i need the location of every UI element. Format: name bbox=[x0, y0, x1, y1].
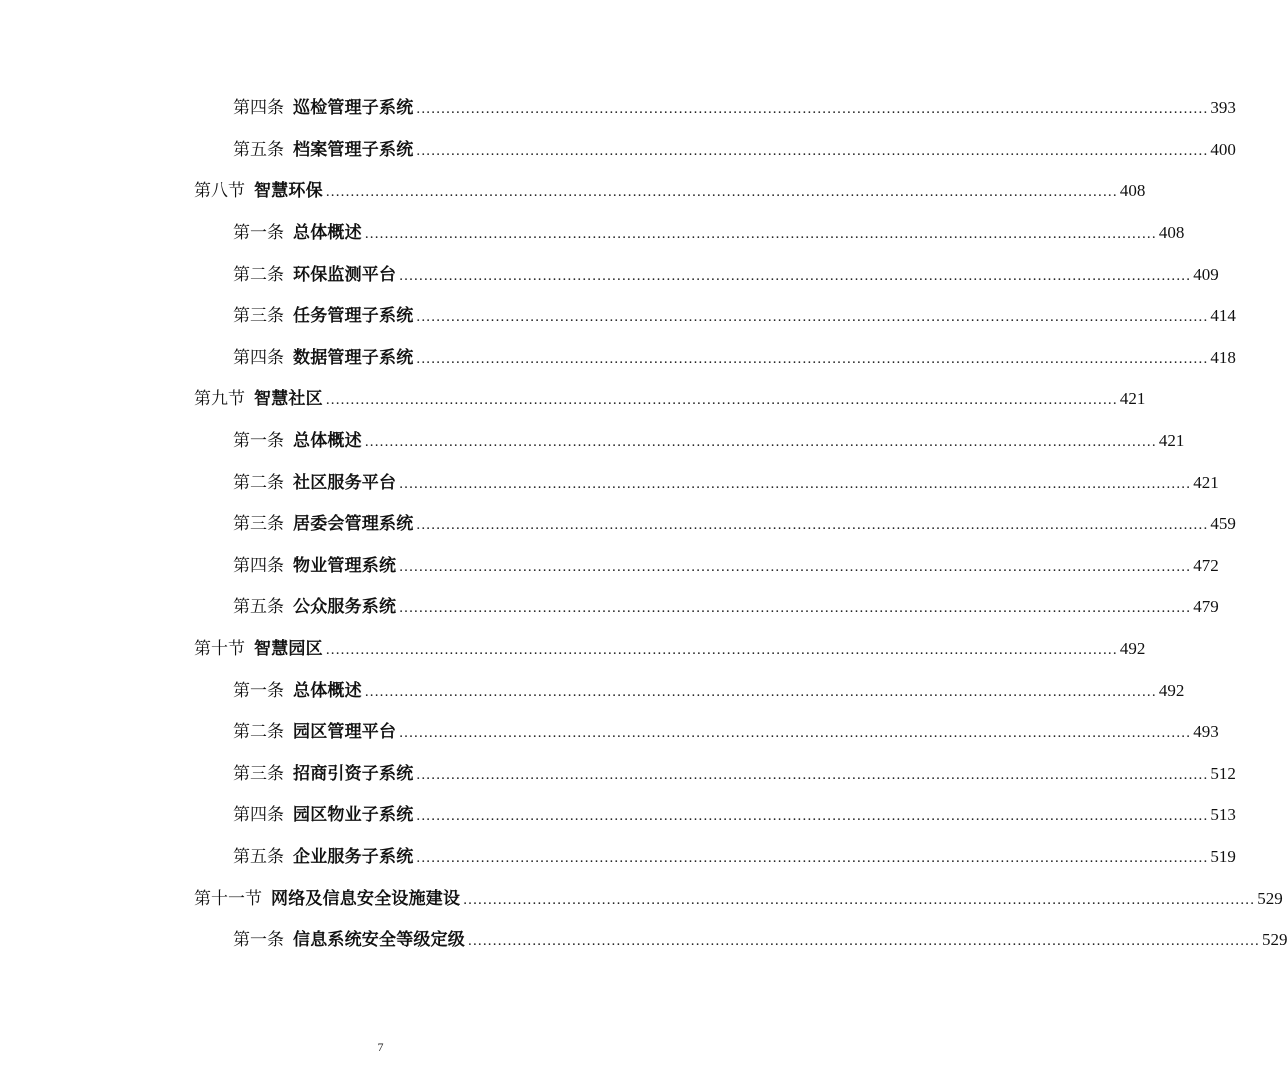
toc-entry-line bbox=[194, 888, 1283, 910]
table-of-contents bbox=[0, 88, 1288, 961]
toc-page-number: 418 bbox=[1210, 347, 1236, 367]
toc-article-row[interactable] bbox=[0, 712, 1219, 754]
toc-entry-number: 第一条 bbox=[233, 431, 284, 452]
toc-entry-title: 物业管理系统 bbox=[293, 555, 397, 576]
toc-entry-line bbox=[233, 223, 1185, 244]
toc-entry-line bbox=[233, 680, 1185, 702]
toc-page-number: 512 bbox=[1210, 763, 1236, 783]
toc-page-number: 400 bbox=[1210, 139, 1236, 159]
toc-dot-leader: ................................................................................................................................................................ bbox=[364, 226, 1157, 243]
toc-page-number: 492 bbox=[1119, 639, 1146, 659]
toc-entry-number: 第五条 bbox=[233, 597, 284, 618]
toc-article-row[interactable] bbox=[0, 837, 1236, 879]
toc-entry-line bbox=[233, 472, 1219, 494]
toc-page-number: 529 bbox=[1262, 930, 1288, 950]
toc-entry-number: 第三条 bbox=[233, 514, 284, 535]
toc-entry-line bbox=[194, 639, 1146, 660]
toc-entry-number: 第三条 bbox=[233, 763, 284, 784]
toc-entry-number: 第十一节 bbox=[194, 888, 262, 909]
toc-page-number: 421 bbox=[1193, 472, 1219, 492]
toc-dot-leader: ................................................................................................................................................................ bbox=[325, 184, 1118, 201]
toc-article-row[interactable] bbox=[0, 795, 1236, 837]
toc-article-row[interactable] bbox=[0, 88, 1236, 130]
toc-entry-number: 第十节 bbox=[194, 639, 245, 660]
toc-entry-number: 第一条 bbox=[233, 680, 284, 701]
toc-section-row[interactable] bbox=[0, 379, 1146, 421]
toc-dot-leader: ................................................................................................................................................................ bbox=[468, 933, 1260, 950]
toc-entry-number: 第五条 bbox=[233, 846, 284, 867]
toc-article-row[interactable] bbox=[0, 421, 1185, 463]
toc-dot-leader: ................................................................................................................................................................ bbox=[325, 642, 1118, 659]
toc-entry-line bbox=[194, 181, 1146, 202]
toc-entry-title: 社区服务平台 bbox=[293, 472, 397, 493]
toc-article-row[interactable] bbox=[0, 670, 1185, 712]
toc-entry-line bbox=[233, 98, 1236, 119]
toc-entry-line bbox=[233, 930, 1288, 951]
toc-dot-leader: ................................................................................................................................................................ bbox=[416, 808, 1209, 825]
toc-dot-leader: ................................................................................................................................................................ bbox=[416, 766, 1209, 783]
toc-entry-number: 第三条 bbox=[233, 306, 284, 327]
toc-entry-title: 居委会管理系统 bbox=[293, 514, 414, 535]
toc-page-number: 421 bbox=[1119, 389, 1146, 409]
toc-article-row[interactable] bbox=[0, 754, 1236, 796]
toc-entry-title: 总体概述 bbox=[293, 680, 362, 701]
toc-entry-title: 园区物业子系统 bbox=[293, 805, 414, 826]
toc-article-row[interactable] bbox=[0, 296, 1236, 338]
toc-entry-title: 档案管理子系统 bbox=[293, 139, 414, 160]
toc-article-row[interactable] bbox=[0, 920, 1288, 962]
toc-entry-title: 智慧社区 bbox=[254, 389, 323, 410]
toc-entry-line bbox=[233, 805, 1236, 826]
toc-entry-title: 企业服务子系统 bbox=[293, 846, 414, 867]
toc-entry-title: 巡检管理子系统 bbox=[293, 98, 414, 119]
toc-dot-leader: ................................................................................................................................................................ bbox=[399, 267, 1192, 284]
toc-entry-title: 信息系统安全等级定级 bbox=[293, 930, 465, 951]
toc-entry-title: 总体概述 bbox=[293, 223, 362, 244]
toc-entry-number: 第一条 bbox=[233, 930, 284, 951]
toc-entry-number: 第一条 bbox=[233, 223, 284, 244]
toc-entry-number: 第九节 bbox=[194, 389, 245, 410]
toc-entry-title: 总体概述 bbox=[293, 431, 362, 452]
toc-page-number: 459 bbox=[1210, 514, 1236, 534]
footer-page-number: 7 bbox=[377, 1040, 384, 1054]
toc-entry-number: 第八节 bbox=[194, 181, 245, 202]
toc-page-number: 421 bbox=[1158, 431, 1185, 451]
toc-entry-line bbox=[233, 846, 1236, 868]
toc-dot-leader: ................................................................................................................................................................ bbox=[364, 434, 1157, 451]
toc-entry-line bbox=[233, 306, 1236, 327]
toc-entry-title: 网络及信息安全设施建设 bbox=[271, 888, 461, 909]
toc-entry-number: 第二条 bbox=[233, 264, 284, 285]
toc-entry-number: 第四条 bbox=[233, 555, 284, 576]
toc-entry-line bbox=[233, 431, 1185, 452]
toc-entry-number: 第四条 bbox=[233, 98, 284, 119]
toc-entry-line bbox=[233, 347, 1236, 369]
toc-entry-title: 任务管理子系统 bbox=[293, 306, 414, 327]
toc-page-number: 408 bbox=[1119, 181, 1146, 201]
toc-dot-leader: ................................................................................................................................................................ bbox=[416, 517, 1209, 534]
toc-entry-number: 第四条 bbox=[233, 805, 284, 826]
toc-entry-title: 智慧环保 bbox=[254, 181, 323, 202]
toc-entry-line bbox=[194, 389, 1146, 410]
toc-page-number: 529 bbox=[1257, 888, 1283, 908]
toc-dot-leader: ................................................................................................................................................................ bbox=[416, 849, 1209, 866]
toc-entry-title: 园区管理平台 bbox=[293, 722, 397, 743]
toc-dot-leader: ................................................................................................................................................................ bbox=[399, 558, 1192, 575]
toc-section-row[interactable] bbox=[0, 629, 1146, 671]
toc-entry-number: 第二条 bbox=[233, 722, 284, 743]
toc-dot-leader: ................................................................................................................................................................ bbox=[416, 309, 1209, 326]
toc-page-number: 479 bbox=[1193, 597, 1219, 617]
toc-dot-leader: ................................................................................................................................................................ bbox=[399, 725, 1192, 742]
toc-article-row[interactable] bbox=[0, 587, 1219, 629]
toc-article-row[interactable] bbox=[0, 504, 1236, 546]
toc-article-row[interactable] bbox=[0, 546, 1219, 588]
toc-page-number: 408 bbox=[1158, 223, 1185, 243]
toc-section-row[interactable] bbox=[0, 171, 1146, 213]
toc-page-number: 519 bbox=[1210, 846, 1236, 866]
toc-entry-line bbox=[233, 264, 1219, 286]
toc-entry-title: 公众服务系统 bbox=[293, 597, 397, 618]
toc-entry-line bbox=[233, 139, 1236, 161]
toc-dot-leader: ................................................................................................................................................................ bbox=[364, 683, 1157, 700]
toc-page-number: 493 bbox=[1193, 722, 1219, 742]
toc-dot-leader: ................................................................................................................................................................ bbox=[399, 600, 1192, 617]
toc-dot-leader: ................................................................................................................................................................ bbox=[416, 350, 1209, 367]
toc-dot-leader: ................................................................................................................................................................ bbox=[463, 891, 1256, 908]
toc-entry-number: 第四条 bbox=[233, 347, 284, 368]
toc-article-row[interactable] bbox=[0, 338, 1236, 380]
toc-page-number: 513 bbox=[1210, 805, 1236, 825]
toc-entry-number: 第二条 bbox=[233, 472, 284, 493]
toc-dot-leader: ................................................................................................................................................................ bbox=[325, 392, 1118, 409]
toc-section-row[interactable] bbox=[0, 878, 1283, 920]
toc-entry-title: 招商引资子系统 bbox=[293, 763, 414, 784]
toc-entry-line bbox=[233, 555, 1219, 577]
toc-page-number: 492 bbox=[1158, 680, 1185, 700]
toc-entry-line bbox=[233, 722, 1219, 743]
toc-dot-leader: ................................................................................................................................................................ bbox=[416, 142, 1209, 159]
toc-entry-line bbox=[233, 514, 1236, 535]
toc-dot-leader: ................................................................................................................................................................ bbox=[399, 475, 1192, 492]
toc-article-row[interactable] bbox=[0, 213, 1185, 255]
toc-article-row[interactable] bbox=[0, 130, 1236, 172]
toc-page-number: 472 bbox=[1193, 555, 1219, 575]
toc-page-number: 414 bbox=[1210, 306, 1236, 326]
toc-article-row[interactable] bbox=[0, 254, 1219, 296]
toc-entry-title: 数据管理子系统 bbox=[293, 347, 414, 368]
toc-entry-line bbox=[233, 597, 1219, 618]
toc-dot-leader: ................................................................................................................................................................ bbox=[416, 101, 1209, 118]
toc-entry-title: 环保监测平台 bbox=[293, 264, 397, 285]
toc-entry-title: 智慧园区 bbox=[254, 639, 323, 660]
toc-page-number: 409 bbox=[1193, 264, 1219, 284]
toc-entry-line bbox=[233, 763, 1236, 785]
toc-page-number: 393 bbox=[1210, 98, 1236, 118]
toc-article-row[interactable] bbox=[0, 462, 1219, 504]
toc-entry-number: 第五条 bbox=[233, 139, 284, 160]
